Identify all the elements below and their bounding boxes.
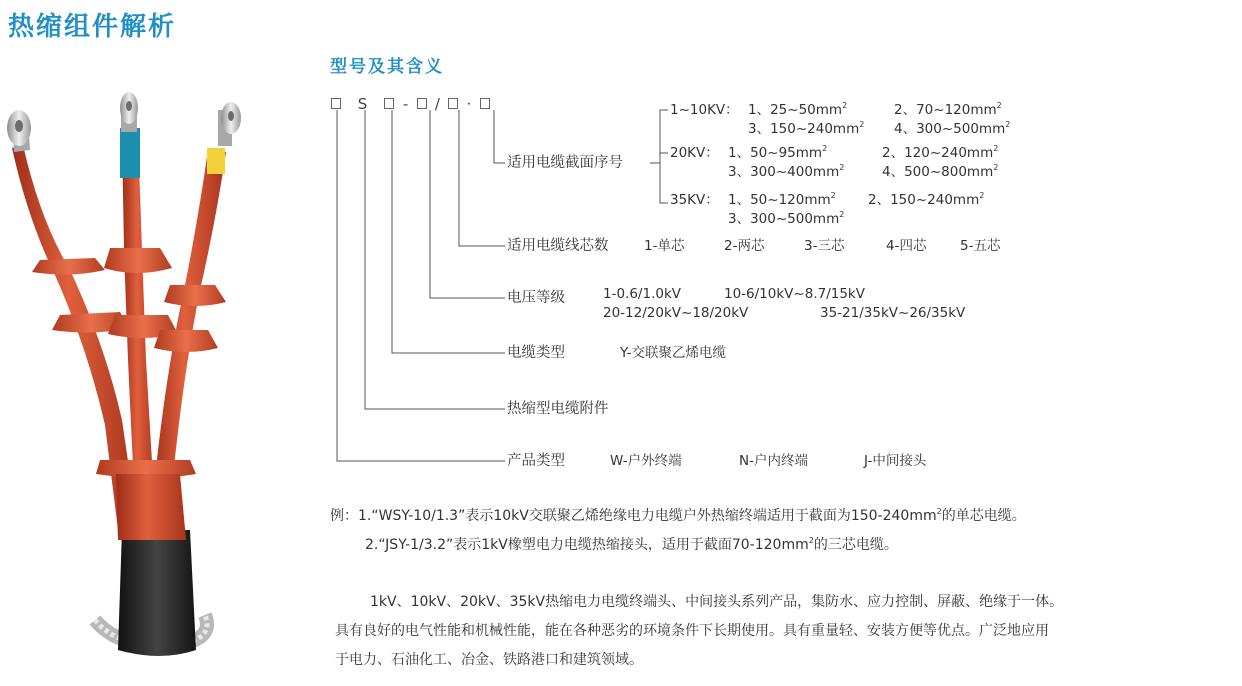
product-joint: J-中间接头 (864, 453, 927, 469)
kv20-head: 20KV： (670, 145, 719, 161)
label-cross-section: 适用电缆截面序号 (507, 155, 623, 171)
kv20-opt3: 3、$300\sim 400mm^2$ (728, 163, 845, 180)
cores-3: 3-三芯 (804, 238, 845, 254)
label-cable-type: 电缆类型 (507, 345, 565, 361)
section-title: 型号及其含义 (330, 57, 444, 77)
kv20-opt4: 4、$500\sim 800mm^2$ (882, 163, 999, 180)
cores-4: 4-四芯 (886, 238, 927, 254)
cores-2: 2-两芯 (724, 238, 765, 254)
kv35-opt1: 1、$50\sim 120mm^2$ (728, 191, 836, 208)
cores-1: 1-单芯 (644, 238, 685, 254)
kv10-head: 1~10KV： (670, 102, 739, 118)
kv20-opt2: 2、$120\sim 240mm^2$ (882, 144, 999, 161)
kv10-opt3: 3、$150\sim 240mm^2$ (748, 120, 865, 137)
kv20-opt1: 1、$50\sim 95mm^2$ (728, 144, 828, 161)
cable-type-value: Y-交联聚乙烯电缆 (620, 345, 727, 361)
code-dot: · (466, 95, 472, 113)
cores-5: 5-五芯 (960, 238, 1001, 254)
label-accessory: 热缩型电缆附件 (507, 401, 609, 417)
voltage-10: 10-6/10kV~8.7/15kV (724, 286, 865, 302)
label-cores: 适用电缆线芯数 (507, 238, 609, 254)
code-letter-s: S (357, 95, 368, 113)
code-slash: / (434, 95, 440, 113)
code-dash: - (402, 95, 409, 113)
voltage-1: 1-0.6/1.0kV (603, 286, 682, 302)
description-line-1: 1kV、10kV、20kV、35kV热缩电力电缆终端头、中间接头系列产品，集防水、应力控制、屏蔽、绝缘于一体。 (370, 594, 1064, 610)
kv10-opt4: 4、$300\sim 500mm^2$ (894, 120, 1011, 137)
label-product-type: 产品类型 (507, 453, 565, 469)
product-indoor: N-户内终端 (739, 453, 808, 469)
kv35-head: 35KV： (670, 192, 719, 208)
description-line-2: 具有良好的电气性能和机械性能，能在各种恶劣的环境条件下长期使用。具有重量轻、安装方便等优点。广泛地应用 (335, 623, 1049, 639)
kv35-opt3: 3、$300\sim 500mm^2$ (728, 210, 845, 227)
kv10-opt2: 2、$70\sim 120mm^2$ (894, 101, 1002, 118)
kv10-opt1: 1、$25\sim 50mm^2$ (748, 101, 848, 118)
kv35-opt2: 2、$150\sim 240mm^2$ (868, 191, 985, 208)
voltage-35: 35-21/35kV~26/35kV (820, 305, 966, 321)
description-line-3: 于电力、石油化工、冶金、铁路港口和建筑领域。 (335, 652, 643, 668)
product-outdoor: W-户外终端 (610, 453, 682, 469)
page-title: 热缩组件解析 (8, 12, 177, 42)
voltage-20: 20-12/20kV~18/20kV (603, 305, 749, 321)
label-voltage: 电压等级 (507, 290, 565, 306)
example-1: 例：1.“WSY-10/1.3”表示10kV交联聚乙烯绝缘电力电缆户外热缩终端适用于截面为$150-240mm^2$的单芯电缆。 (330, 507, 1026, 524)
example-2: 2.“JSY-1/3.2”表示1kV橡塑电力电缆热缩接头，适用于截面$70-120mm^2$的三芯电缆。 (365, 536, 898, 553)
